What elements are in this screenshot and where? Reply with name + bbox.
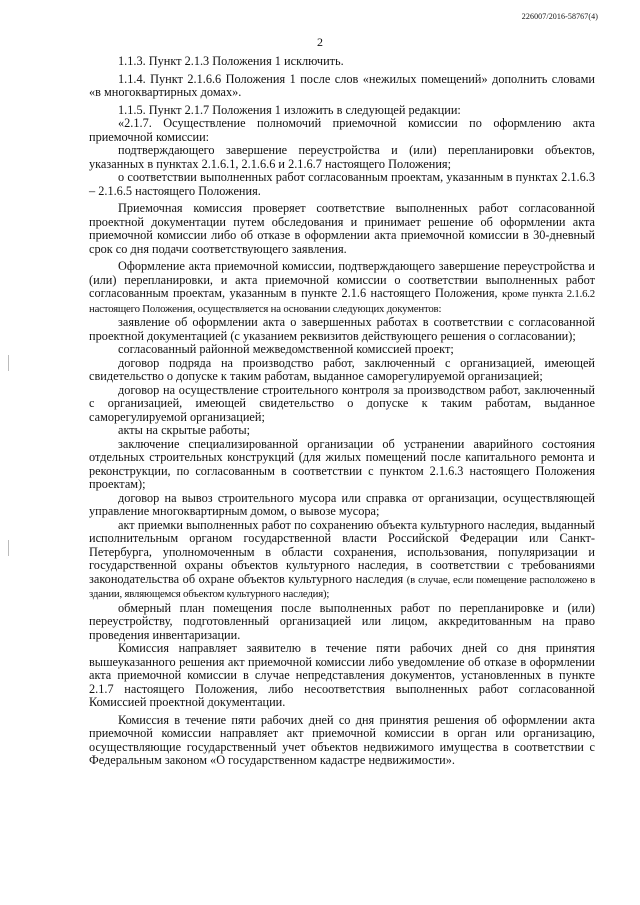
list-item-heritage-act-text: акт приемки выполненных работ по сохранению объекта культурного наследия, выданный исполнительным органом государственной власти Российской Федерации или Санкт-Петербурга, уполномоченным в области сохранения, использования, популяризации и государственной охраны объектов культурного наследия, в соответствии с требованиями законодательства об охране объектов культурного наследия [89,517,595,586]
list-item-heritage-act-small: (в случае, если помещение расположено в здании, являющемся объектом культурного наследия); [89,573,595,600]
list-item-heritage-act [89,519,595,602]
paragraph-act-registration [89,260,595,316]
paragraph-1-1-3: 1.1.3. Пункт 2.1.3 Положения 1 исключить. [118,54,344,68]
paragraph-act-registration-small: кроме пункта 2.1.6.2 настоящего Положения, осуществляется на основании следующих документов: [89,288,595,315]
paragraph-act-registration-text: Оформление акта приемочной комиссии, подтверждающего завершение переустройства и (или) перепланировки, и акта приемочной комиссии о соответствии выполненных работ согласованным проектам, указанным в пункте 2.1.6 настоящего Положения, [89,259,595,300]
list-item-contract: договор подряда на производство работ, заключенный с организацией, имеющей свидетельство о допуске к таким работам, выданное саморегулируемой организацией; [89,355,595,383]
paragraph-commission-registration: Комиссия в течение пяти рабочих дней со дня принятия решения об оформлении акта приемочной комиссии направляет акт приемочной комиссии в орган или организацию, осуществляющие государственный учет объектов недвижимого имущества в соответствии с Федеральным законом «О государственном кадастре недвижимости». [89,712,595,767]
left-margin-mark-bottom [8,540,9,556]
paragraph-1-1-5: 1.1.5. Пункт 2.1.7 Положения 1 изложить в следующей редакции: [118,102,461,117]
list-item-waste-removal: договор на вывоз строительного мусора или справка от организации, осуществляющей управление многоквартирным домом, о вывозе мусора; [89,490,595,518]
list-item-application: заявление об оформлении акта о завершенных работах в соответствии с согласованной проектной документацией (с указанием реквизитов действующего решения о согласовании); [89,315,595,343]
paragraph-2-1-7: «2.1.7. Осуществление полномочий приемочной комиссии по оформлению акта приемочной комиссии: [89,116,595,144]
paragraph-conformity: о соответствии выполненных работ согласованным проектам, указанным в пунктах 2.1.6.3 – 2.1.6.5 настоящего Положения. [89,170,595,198]
list-item-specialized-conclusion: заключение специализированной организации об устранении аварийного состояния отдельных строительных конструкций (для жилых помещений после капитального ремонта и реконструкции, по согласованным в соответствии с пунктом 2.1.6.3 настоящего Положения проектам); [89,436,595,491]
list-item-hidden-works: акты на скрытые работы; [118,423,251,437]
paragraph-commission-checks: Приемочная комиссия проверяет соответствие выполненных работ согласованной проектной документации путем обследования и принимает решение об оформлении акта приемочной комиссии либо об отказе в оформлении акта приемочной комиссии в 30-дневный срок со дня подачи соответствующего заявления. [89,201,595,256]
list-item-floor-plan: обмерный план помещения после выполненных работ по перепланировке и (или) переустройству, подготовленный организацией или лицом, аккредитованным на право проведения инвентаризации. [89,600,595,642]
list-item-construction-control: договор на осуществление строительного контроля за производством работ, заключенный с организацией, имеющей свидетельство о допуске к таким работам, выданное саморегулируемой организацией; [89,382,595,424]
paragraph-1-1-4: 1.1.4. Пункт 2.1.6.6 Положения 1 после слов «нежилых помещений» дополнить словами «в многоквартирных домах». [89,71,595,99]
document-body [89,55,595,768]
list-item-approved-project: согласованный районной межведомственной комиссией проект; [118,342,454,356]
left-margin-mark-top [8,355,9,371]
page-number: 2 [317,35,323,49]
document-code: 226007/2016-58767(4) [521,12,598,21]
paragraph-confirming-completion: подтверждающего завершение переустройства и (или) перепланировки объектов, указанных в пунктах 2.1.6.1, 2.1.6.6 и 2.1.6.7 настоящего Положения; [89,143,595,171]
paragraph-commission-notification: Комиссия направляет заявителю в течение пяти рабочих дней со дня принятия вышеуказанного решения акт приемочной комиссии либо уведомление об отказе в оформлении акта приемочной комиссии в случае непредставления документов, установленных в пункте 2.1.7 настоящего Положения, либо несоответствия выполненных работ согласованной Комиссией проектной документации. [89,641,595,709]
